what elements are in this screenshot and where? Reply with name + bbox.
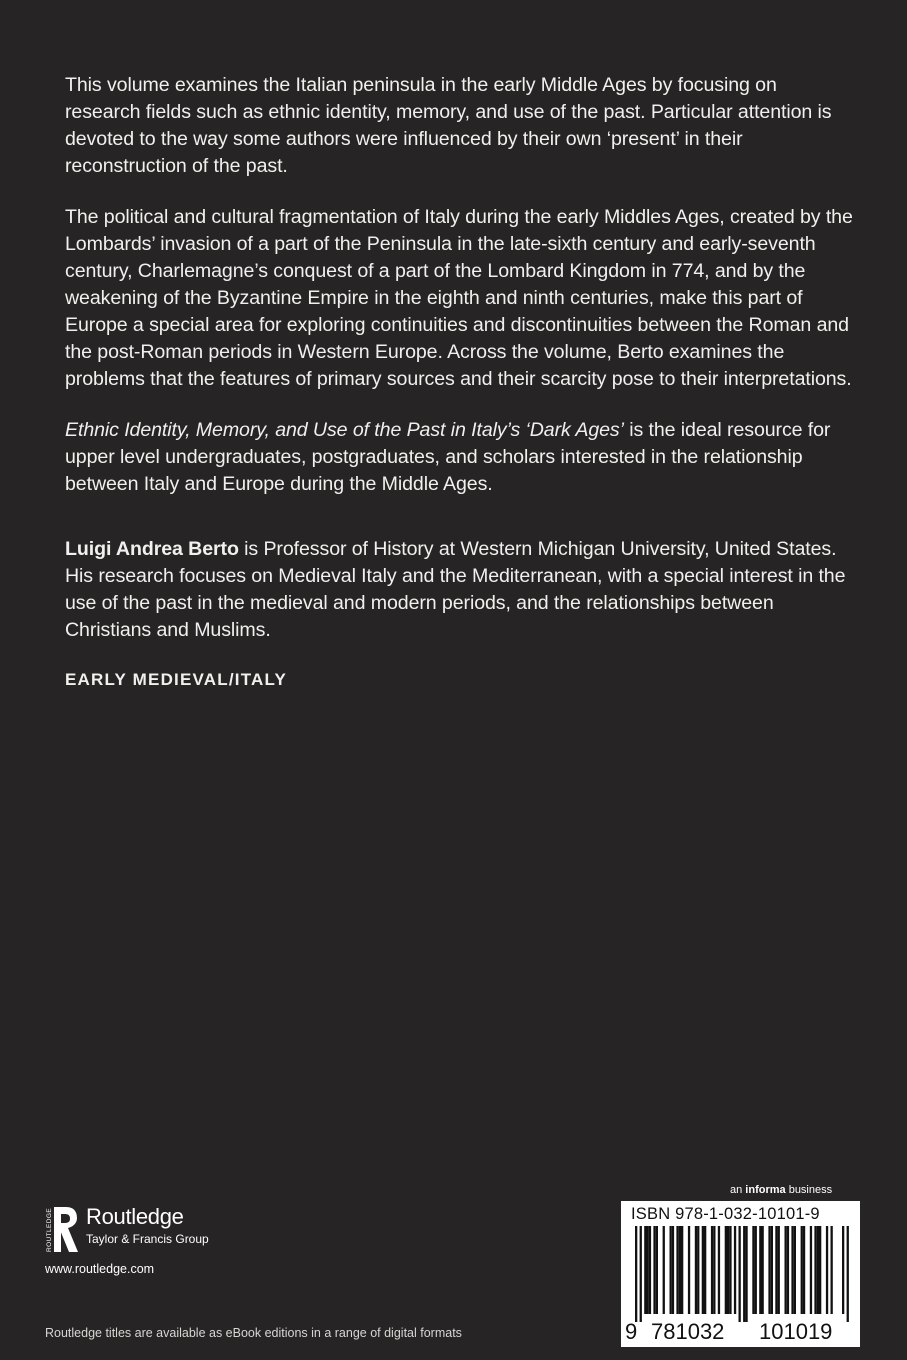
barcode-bars [625, 1226, 856, 1322]
barcode-bar [718, 1226, 720, 1314]
barcode-bar [743, 1226, 745, 1322]
barcode-bar [681, 1226, 683, 1314]
barcode-bar [670, 1226, 672, 1314]
barcode-bar [727, 1226, 729, 1314]
barcode-bar [672, 1226, 674, 1314]
barcode-bar [794, 1226, 796, 1314]
back-cover-blurb [65, 72, 855, 717]
barcode-bar [679, 1226, 681, 1314]
barcode-bar [785, 1226, 787, 1314]
barcode-bar [649, 1226, 651, 1314]
blurb-paragraph-3-text: is the ideal resource for upper level undergraduates, postgraduates, and scholars interested in the relationship between Italy and Europe during the Middle Ages. [65, 419, 831, 495]
book-title: Ethnic Identity, Memory, and Use of the Past in Italy’s ‘Dark Ages’ [65, 419, 624, 441]
informa-prefix: an [730, 1184, 746, 1196]
publisher-name: Routledge [86, 1204, 184, 1229]
barcode-bar [635, 1226, 637, 1322]
barcode-bar [775, 1226, 777, 1314]
author-bio [65, 536, 855, 644]
barcode-bar [704, 1226, 706, 1314]
barcode-bar [653, 1226, 655, 1314]
barcode-bar [725, 1226, 727, 1314]
barcode-bar [734, 1226, 736, 1314]
barcode-bar [826, 1226, 828, 1314]
routledge-logo [42, 1205, 209, 1255]
barcode-bar [729, 1226, 731, 1314]
barcode-bar [831, 1226, 833, 1314]
informa-tagline [730, 1184, 832, 1196]
isbn-barcode [621, 1201, 860, 1347]
publisher-website-link[interactable]: www.routledge.com [45, 1262, 155, 1276]
barcode-bar [771, 1226, 773, 1314]
barcode-bar [847, 1226, 849, 1322]
barcode-bar [803, 1226, 805, 1314]
author-bio-text: is Professor of History at Western Michigan University, United States. His research focuses on Medieval Italy and the Mediterranean, with a special interest in the use of the past in the medieval and modern periods, and the relationships between Christians and Muslims. [65, 538, 846, 641]
routledge-vertical-label: ROUTLEDGE [46, 1207, 53, 1252]
author-name: Luigi Andrea Berto [65, 538, 239, 560]
barcode-bar [745, 1226, 747, 1322]
barcode-bar [819, 1226, 821, 1314]
informa-suffix: business [785, 1184, 833, 1196]
isbn-digit-prefix: 9 [625, 1319, 638, 1344]
barcode-bar [791, 1226, 793, 1314]
barcode-bar [739, 1226, 741, 1322]
barcode-bar [711, 1226, 713, 1314]
barcode-bar [695, 1226, 697, 1314]
blurb-paragraph-2: The political and cultural fragmentation of Italy during the early Middles Ages, created by the Lombards’ invasion of a part of the Peninsula in the late-sixth century and early-seventh century, Charlemagne’s conquest of a part of the Lombard Kingdom in 774, and by the weakening of the Byzantine Empire in the eighth and ninth centuries, make this part of Europe a special area for exploring continuities and discontinuities between the Roman and the post-Roman periods in Western Europe. Across the volume, Berto examines the problems that the features of primary sources and their scarcity pose to their interpretations. [65, 206, 853, 390]
barcode-bar [663, 1226, 665, 1314]
barcode-bar [656, 1226, 658, 1314]
barcode-bar [640, 1226, 642, 1322]
isbn-digit-group-right: 101019 [759, 1319, 833, 1344]
barcode-bar [688, 1226, 690, 1314]
blurb-paragraph-1: This volume examines the Italian peninsula in the early Middle Ages by focusing on research fields such as ethnic identity, memory, and use of the past. Particular attention is devoted to the way some authors were influenced by their own ‘present’ in their reconstruction of the past. [65, 74, 832, 177]
blurb-paragraph-3 [65, 417, 855, 498]
barcode-bar [702, 1226, 704, 1314]
barcode-bar [817, 1226, 819, 1314]
barcode-bar [755, 1226, 757, 1314]
barcode-bar [814, 1226, 816, 1314]
isbn-label: ISBN 978-1-032-10101-9 [631, 1205, 820, 1223]
barcode-bar [842, 1226, 844, 1314]
barcode-bar [762, 1226, 764, 1314]
barcode-bar [713, 1226, 715, 1314]
ebook-availability-note: Routledge titles are available as eBook editions in a range of digital formats [45, 1326, 462, 1340]
isbn-digit-group-left: 781032 [651, 1319, 725, 1344]
barcode-bar [697, 1226, 699, 1314]
barcode-bar [778, 1226, 780, 1314]
subject-category: EARLY MEDIEVAL/ITALY [65, 670, 288, 689]
barcode-bar [768, 1226, 770, 1314]
informa-brand: informa [745, 1184, 786, 1196]
routledge-r-icon [42, 1205, 82, 1255]
barcode-bar [647, 1226, 649, 1314]
barcode-bar [752, 1226, 754, 1314]
barcode-bar [644, 1226, 646, 1314]
barcode-bar [759, 1226, 761, 1314]
barcode-bar [676, 1226, 678, 1314]
barcode-bar [810, 1226, 812, 1314]
publisher-group: Taylor & Francis Group [86, 1232, 209, 1246]
barcode-bar [787, 1226, 789, 1314]
barcode-bar [801, 1226, 803, 1314]
